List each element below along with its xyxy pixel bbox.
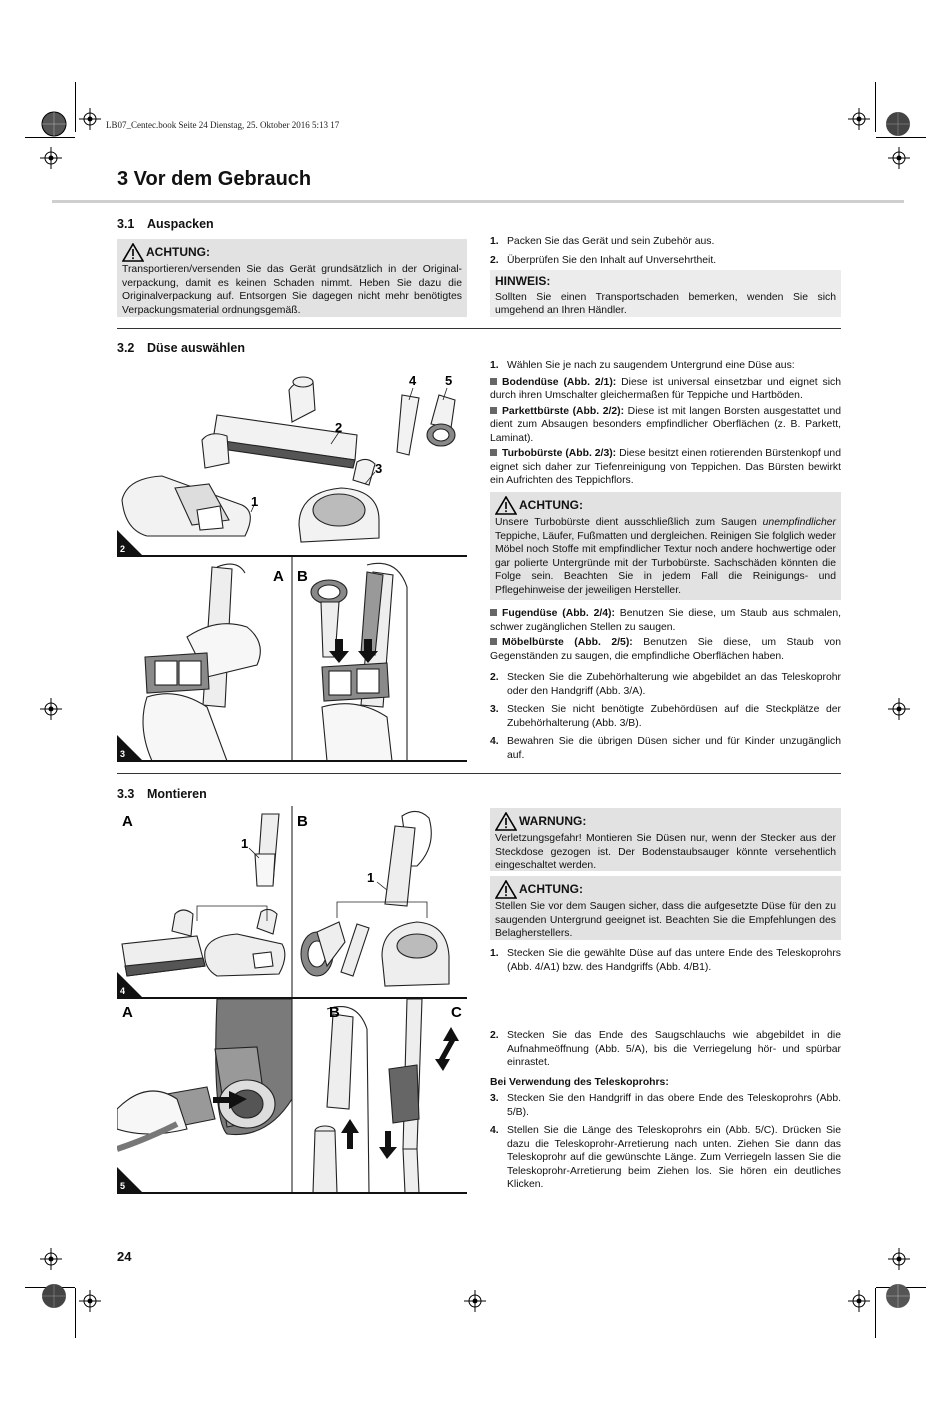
- caution-title: ACHTUNG:: [519, 881, 583, 896]
- section-title-3-3: 3.3 Montieren: [117, 787, 207, 801]
- figure-number: 4: [120, 986, 126, 996]
- callout-1: 1: [251, 494, 259, 509]
- figure-3-accessory-holder: [117, 557, 467, 761]
- step-item: 1. Stecken Sie die gewählte Düse auf das untere Ende des Teleskoprohrs (Abb. 4/A1) bzw. des Handgriffs (Abb. 4/B1).: [490, 948, 841, 973]
- label-a: A: [273, 568, 284, 585]
- page-number: 24: [117, 1249, 132, 1264]
- hose-illustration: [117, 999, 467, 1193]
- figure-baseline: [117, 1192, 467, 1194]
- caution-box-turbo: [490, 492, 841, 600]
- section-divider: [117, 773, 841, 774]
- warning-triangle-icon: [495, 812, 517, 831]
- callout-5: 5: [445, 373, 453, 388]
- figure-baseline: [117, 760, 467, 762]
- label-b: B: [329, 1004, 340, 1021]
- figure-5-hose-telescope: [117, 999, 467, 1193]
- step-item: 3. Stecken Sie den Handgriff in das obere Ende des Teleskoprohrs (Abb. 5/B).: [490, 1093, 841, 1118]
- figure-4-attach-nozzle: [117, 806, 467, 998]
- warning-box: [490, 808, 841, 871]
- crosshair-icon: [79, 1290, 101, 1312]
- holder-illustration: [117, 557, 467, 761]
- step-item: 4. Bewahren Sie die übrigen Düsen sicher und für Kinder unzugänglich auf.: [490, 736, 841, 761]
- attach-illustration: [117, 806, 467, 998]
- label-a: A: [122, 813, 133, 830]
- nozzle-text-column-2: [490, 607, 841, 767]
- bullet-item: Turbobürste (Abb. 2/3): Diese besitzt einen rotierenden Bürstenkopf und eignet sich daher zur Tiefenreinigung von Teppichen. Das Bürsten bewirkt ein Aufrichten des Teppichflors.: [490, 448, 841, 487]
- crosshair-icon: [79, 108, 101, 130]
- step-item: 3. Stecken Sie nicht benötigte Zubehördüsen auf die Steckplätze der Zubehörhalterung (Abb. 3/B).: [490, 704, 841, 729]
- figure-number: 2: [120, 544, 126, 554]
- caution-title: ACHTUNG:: [519, 497, 583, 512]
- warning-triangle-icon: [495, 880, 517, 899]
- registration-mark-icon: [884, 110, 912, 138]
- warning-triangle-icon: [122, 243, 144, 262]
- step-item: 2. Stecken Sie das Ende des Saugschlauchs wie abgebildet in die Aufnahmeöffnung (Abb. 5/A), bis die Verriegelung hör- und spürbar einrastet.: [490, 1030, 841, 1069]
- mounting-steps-2-4: [490, 1029, 841, 1197]
- crosshair-icon: [40, 698, 62, 720]
- callout-1: 1: [367, 870, 375, 885]
- bullet-item: Möbelbürste (Abb. 2/5): Benutzen Sie diese, um Staub von Gegenständen zu saugen, die empfindliche Oberflächen haben.: [490, 637, 841, 662]
- caution-text: Transportieren/versenden Sie das Gerät grundsätzlich in der Original-verpackung, damit es keinen Schaden nimmt. Heben Sie dazu die Originalverpackung auf. Entsorgen Sie dagegen nicht mehr benötigtes Verpackungsmaterial ordnungsgemäß.: [122, 264, 462, 316]
- bullet-item: Fugendüse (Abb. 2/4): Benutzen Sie diese, um Staub aus schmalen, schwer zugänglichen Stellen zu saugen.: [490, 608, 841, 633]
- figure-number: 3: [120, 749, 126, 759]
- caution-text: Stellen Sie vor dem Saugen sicher, dass die aufgesetzte Düse für den zu saugenden Untergrund geeignet ist. Beachten Sie die Empfehlungen des Belagherstellers.: [495, 901, 836, 940]
- step-item: 2. Stecken Sie die Zubehörhalterung wie abgebildet an das Teleskoprohr oder den Handgriff (Abb. 3/A).: [490, 672, 841, 697]
- step-item: 2. Überprüfen Sie den Inhalt auf Unversehrtheit.: [490, 254, 717, 266]
- caution-text: Unsere Turbobürste dient ausschließlich zum Saugen unempfindlicher Teppiche, Läufer, Fußmatten und dergleichen. Reinigen Sie folglich weder Möbel noch Stoffe mit empfindlicher Textur noch andere hochwertige oder gar polierte Untergründe mit der Turbobürste. Sachschäden könnten die Folge sein. Beachten Sie in jedem Fall die Reinigungs- und Pflegehinweise der jeweiligen Hersteller.: [495, 517, 836, 596]
- warning-text: Verletzungsgefahr! Montieren Sie Düsen nur, wenn der Stecker aus der Steckdose gezogen ist. Der Bodenstaubsauger könnte versehentlich eingeschaltet werden.: [495, 833, 836, 872]
- unpack-steps: [490, 235, 841, 272]
- subheading-telescope: Bei Verwendung des Teleskoprohrs:: [490, 1076, 669, 1088]
- chapter-rule: [52, 200, 904, 203]
- bullet-item: Parkettbürste (Abb. 2/2): Diese ist mit langen Borsten ausgestattet und dient zum Absaugen besonders empfindlicher Oberflächen (z. B. Parkett, Laminat).: [490, 405, 842, 444]
- label-b: B: [297, 813, 308, 830]
- crosshair-icon: [848, 1290, 870, 1312]
- hint-title: HINWEIS:: [495, 274, 551, 288]
- hint-box: [490, 270, 841, 317]
- registration-mark-icon: [40, 110, 68, 138]
- nozzle-text-column: [490, 359, 841, 490]
- section-title-3-1: 3.1 Auspacken: [117, 217, 214, 231]
- callout-4: 4: [409, 373, 417, 388]
- section-title-3-2: 3.2 Düse auswählen: [117, 341, 245, 355]
- caution-box-unpacking: [117, 239, 467, 317]
- nozzle-illustration: [117, 360, 467, 556]
- crosshair-icon: [888, 147, 910, 169]
- callout-1: 1: [241, 836, 249, 851]
- crosshair-icon: [888, 698, 910, 720]
- caution-title: ACHTUNG:: [146, 244, 210, 259]
- label-c: C: [451, 1004, 462, 1021]
- callout-2: 2: [335, 420, 343, 435]
- label-b: B: [297, 568, 308, 585]
- step-item: 4. Stellen Sie die Länge des Teleskoprohrs ein (Abb. 5/C). Drücken Sie dazu die Teleskoprohr-Arretierung nach unten. Ziehen Sie dann das Teleskoprohr auf die gewünschte Länge. Zum Verriegeln lassen Sie die Teleskoprohr-Arretierung beim Ziehen los. Sie hören ein deutliches Klicken.: [490, 1125, 841, 1191]
- crosshair-icon: [40, 147, 62, 169]
- chapter-title: 3 Vor dem Gebrauch: [117, 168, 312, 190]
- bullet-item: Bodendüse (Abb. 2/1): Diese ist universal einsetzbar und eignet sich durch ihren Umschalter gleichermaßen für Teppiche und Hartböden.: [490, 376, 842, 402]
- caution-box-mounting: [490, 876, 841, 940]
- crosshair-icon: [888, 1248, 910, 1270]
- mounting-step-1: [490, 947, 841, 979]
- callout-3: 3: [375, 461, 383, 476]
- label-a: A: [122, 1004, 133, 1021]
- step-item: 1. Wählen Sie je nach zu saugendem Untergrund eine Düse aus:: [490, 360, 795, 371]
- figure-2-nozzles: [117, 360, 467, 556]
- crosshair-icon: [848, 108, 870, 130]
- warning-triangle-icon: [495, 496, 517, 515]
- print-header: LB07_Centec.book Seite 24 Dienstag, 25. Oktober 2016 5:13 17: [106, 120, 340, 130]
- step-item: 1. Packen Sie das Gerät und sein Zubehör aus.: [490, 236, 715, 247]
- figure-number: 5: [120, 1181, 126, 1191]
- crosshair-icon: [40, 1248, 62, 1270]
- registration-mark-icon: [40, 1282, 68, 1310]
- section-divider: [117, 328, 841, 329]
- registration-mark-icon: [884, 1282, 912, 1310]
- hint-text: Sollten Sie einen Transportschaden bemerken, wenden Sie sich umgehend an Ihren Händler.: [495, 291, 836, 317]
- crosshair-icon: [464, 1290, 486, 1312]
- warning-title: WARNUNG:: [519, 813, 587, 828]
